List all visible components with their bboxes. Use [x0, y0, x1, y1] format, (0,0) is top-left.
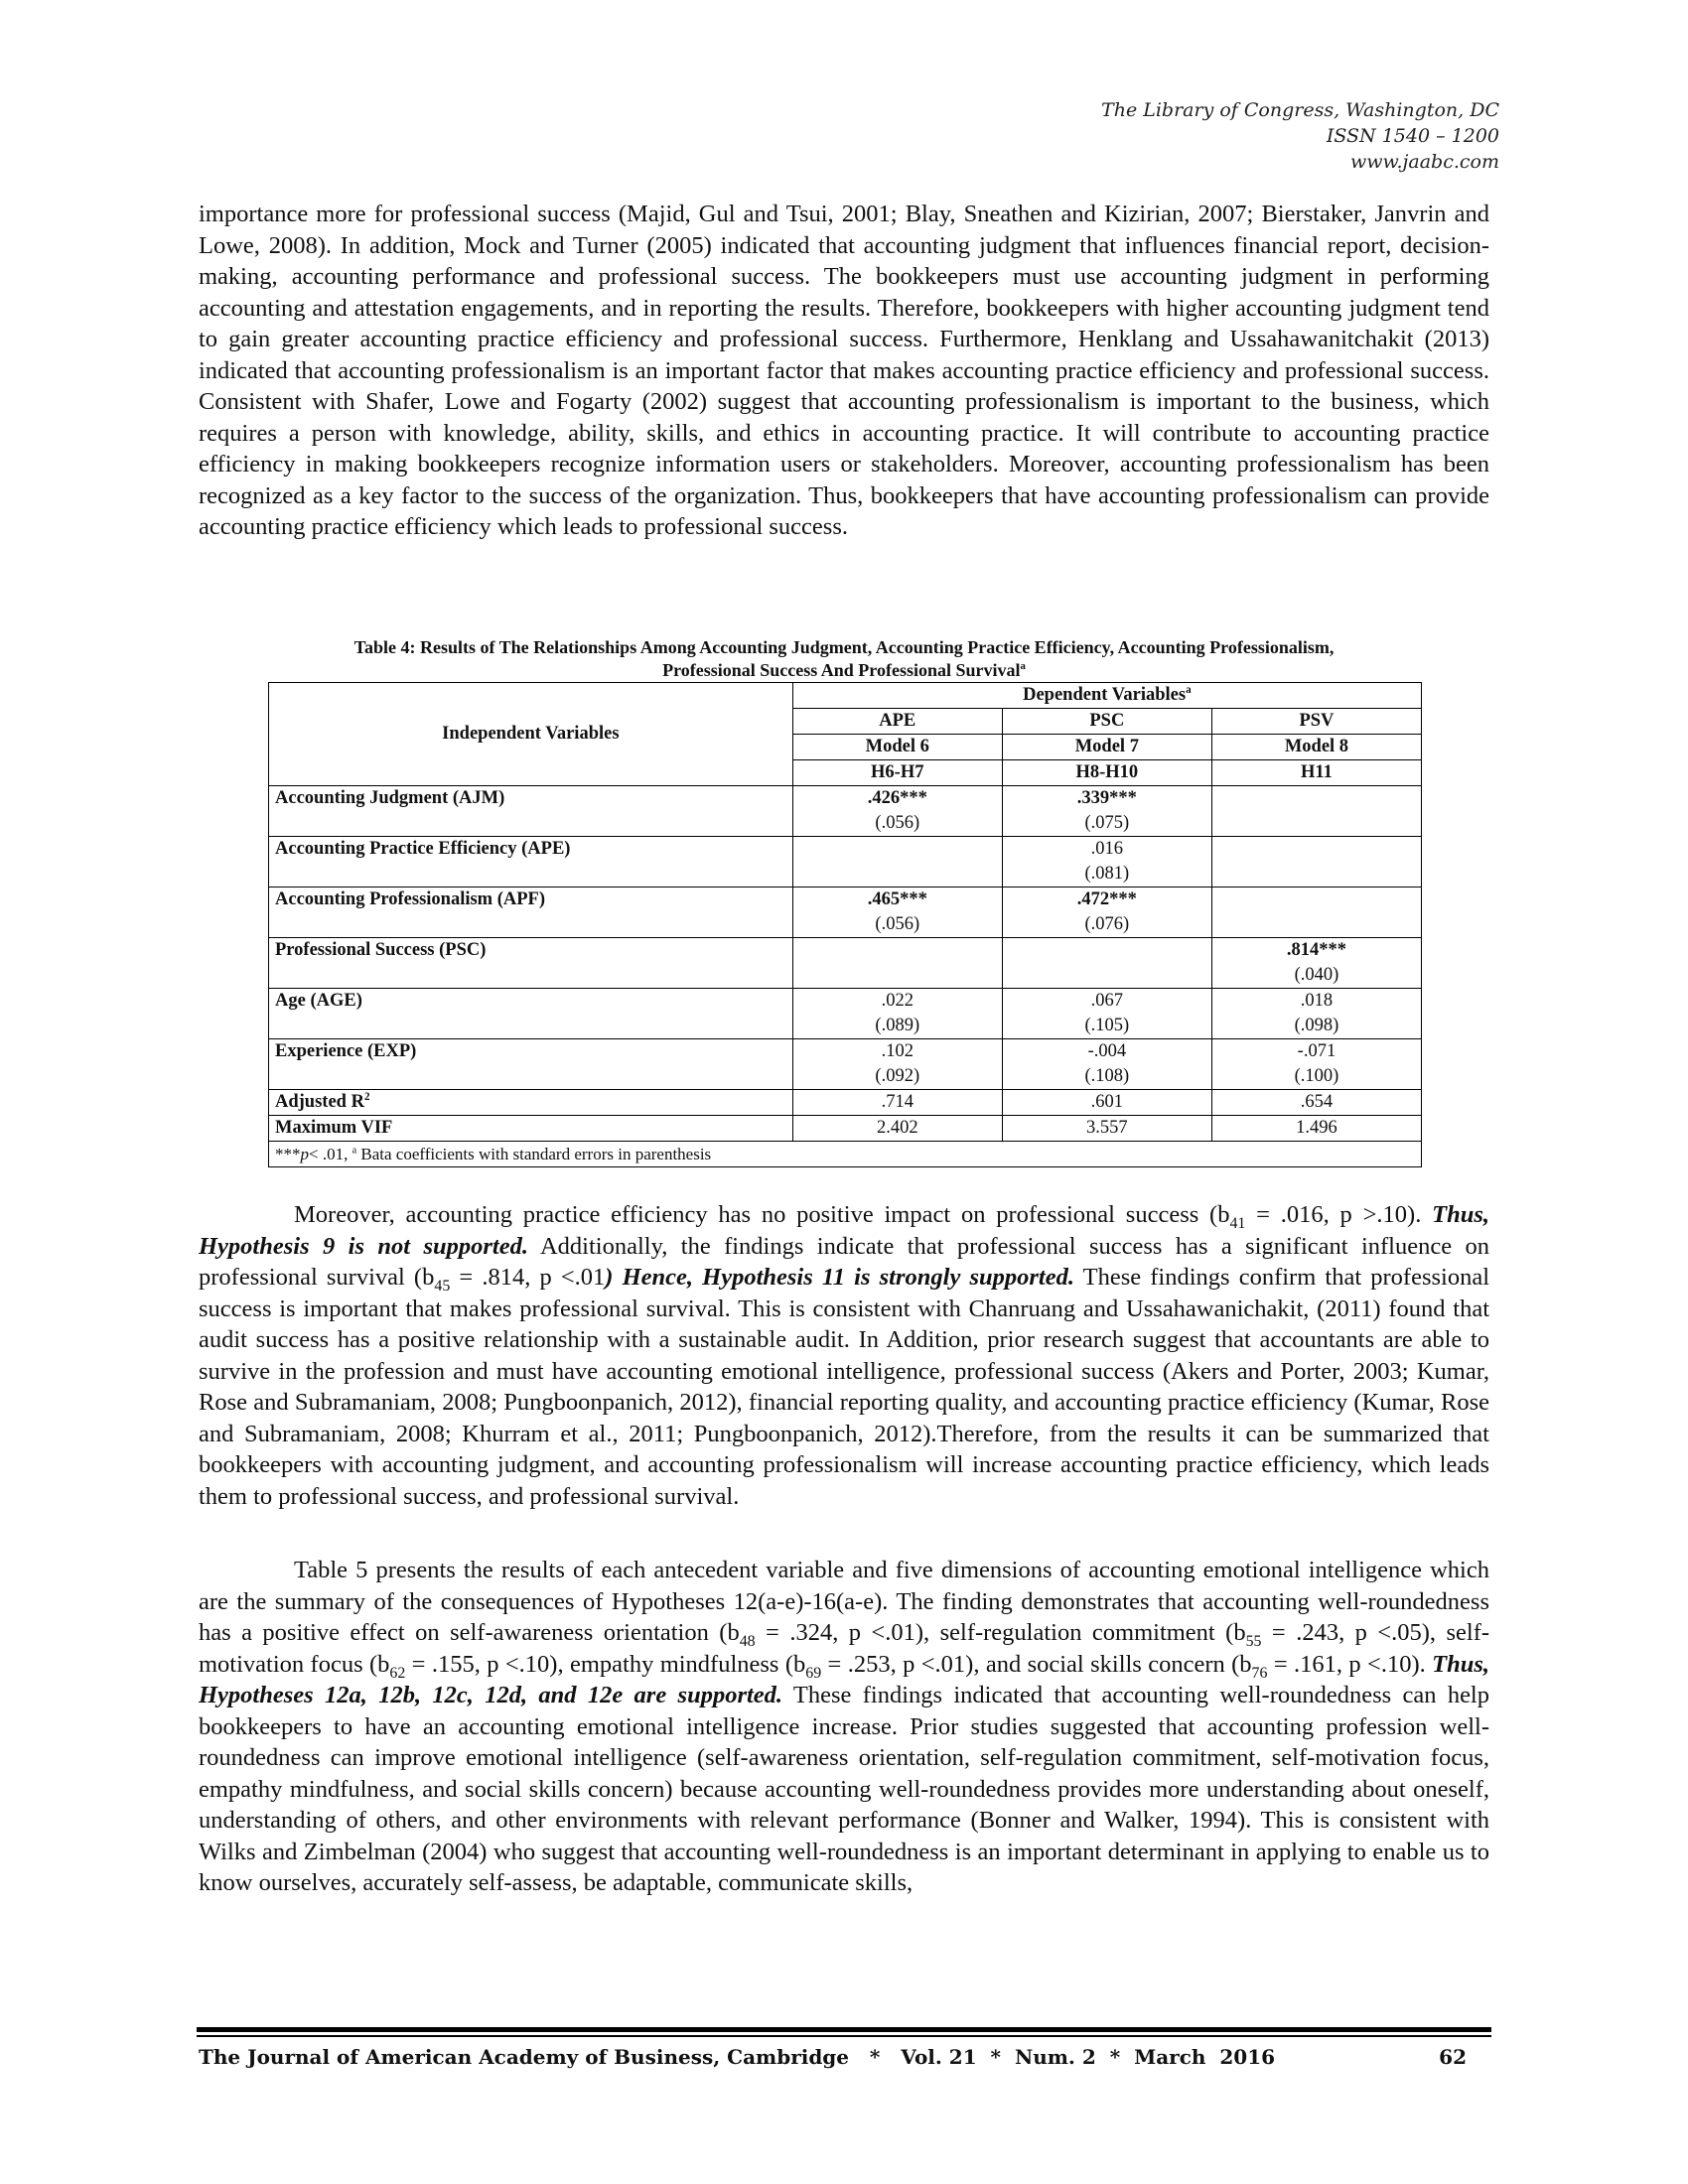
- se: (.100): [1294, 1066, 1339, 1086]
- se: (.089): [875, 1016, 920, 1035]
- coef: .018: [1300, 991, 1334, 1011]
- dv-psv: PSV: [1211, 709, 1421, 735]
- max-vif-value: 3.557: [1002, 1116, 1211, 1142]
- paragraph-text: importance more for professional success (Majid, Gul and Tsui, 2001; Blay, Sneathen and Kizirian, 2007; Bierstaker, Janvrin and Lowe, 2008). In addition, Mock and Turner (2005) indicated that accounting judgment that influences financial report, decision-making, accounting performance and professional success. The bookkeepers must use accounting judgment in performing accounting and attestation engagements, and in reporting the results. Therefore, bookkeepers with higher accounting judgment tend to gain greater accounting practice efficiency and professional success. Furthermore, Henklang and Ussahawanitchakit (2013) indicated that accounting professionalism is an important factor that makes accounting practice efficiency and professional success. Consistent with Shafer, Lowe and Fogarty (2002) suggest that accounting professionalism is important to the business, which requires a person with knowledge, ability, skills, and ethics in accounting practice. It will contribute to accounting practice efficiency in making bookkeepers recognize information users or stakeholders. Moreover, accounting professionalism has been recognized as a key factor to the success of the organization. Thus, bookkeepers that have accounting professionalism can provide accounting practice efficiency which leads to professional success.: [199, 201, 1489, 540]
- se: (.075): [1084, 813, 1130, 833]
- header-library: The Library of Congress, Washington, DC: [1101, 99, 1499, 121]
- adjusted-r2-value: .654: [1211, 1090, 1421, 1116]
- table-caption: [199, 636, 1489, 682]
- table-row: [269, 938, 1422, 989]
- se: (.098): [1294, 1016, 1339, 1035]
- se: (.105): [1084, 1016, 1130, 1035]
- header-url: www.jaabc.com: [1349, 151, 1499, 173]
- hyp-h6-h7: H6-H7: [792, 760, 1002, 786]
- paragraph-top: [199, 199, 1489, 543]
- coef: .472***: [1076, 889, 1137, 909]
- coef: .426***: [867, 788, 927, 808]
- adjusted-r2-value: .601: [1002, 1090, 1211, 1116]
- row-label-apf: Accounting Professionalism (APF): [269, 887, 793, 938]
- se: (.081): [1084, 864, 1130, 884]
- paragraph-results-2: [199, 1555, 1489, 1899]
- dv-ape: APE: [792, 709, 1002, 735]
- adjusted-r2-value: .714: [792, 1090, 1002, 1116]
- se: (.056): [875, 914, 920, 934]
- independent-variables-header: Independent Variables: [269, 683, 793, 786]
- row-label-ajm: Accounting Judgment (AJM): [269, 786, 793, 837]
- header-issn: ISSN 1540 – 1200: [1326, 125, 1499, 147]
- coef: .814***: [1286, 940, 1346, 960]
- coef: .465***: [867, 889, 927, 909]
- coef: .016: [1090, 839, 1124, 859]
- page-number: 62: [1439, 2045, 1467, 2069]
- model-6: Model 6: [792, 735, 1002, 760]
- se: (.040): [1294, 965, 1339, 985]
- table-note: ***p< .01, $^a$ Bata coefficients with standard errors in parenthesis: [269, 1142, 1422, 1167]
- max-vif-value: 2.402: [792, 1116, 1002, 1142]
- coef: .022: [881, 991, 914, 1011]
- table-row: [269, 1039, 1422, 1090]
- coef: .067: [1090, 991, 1124, 1011]
- footer-journal: The Journal of American Academy of Business, Cambridge * Vol. 21 * Num. 2 * March 2016: [199, 2045, 1276, 2069]
- table-row: [269, 786, 1422, 837]
- row-label-age: Age (AGE): [269, 989, 793, 1039]
- table-caption-line2: Professional Success And Professional Survival$^a$: [662, 660, 1026, 680]
- row-label-ape: Accounting Practice Efficiency (APE): [269, 837, 793, 887]
- coef: .102: [881, 1041, 914, 1061]
- coef: -.004: [1087, 1041, 1127, 1061]
- table-row: [269, 837, 1422, 887]
- paragraph-text: Table 5 presents the results of each antecedent variable and five dimensions of accounting emotional intelligence which are the summary of the consequences of Hypotheses 12(a-e)-16(a-e). The finding demonstrates that accounting well-roundedness has a positive effect on self-awareness orientation ($b_{48} = .324$, p <.01), self-regulation commitment ($b_{55} = .243$, p <.05), self-motivation focus ($b_{62} = .155$, p <.10), empathy mindfulness ($b_{69} = .253$, p <.01), and social skills concern ($b_{76} = .161$, p <.10). Thus, Hypotheses 12a, 12b, 12c, 12d, and 12e are supported. These findings indicated that accounting well-roundedness can help bookkeepers to have an accounting emotional intelligence increase. Prior studies suggested that accounting profession well-roundedness can improve emotional intelligence (self-awareness orientation, self-regulation commitment, self-motivation focus, empathy mindfulness, and social skills concern) because accounting well-roundedness provides more understanding about oneself, understanding of others, and other environments with relevant performance (Bonner and Walker, 1994). This is consistent with Wilks and Zimbelman (2004) who suggest that accounting well-roundedness is an important determinant in applying to enable us to know ourselves, accurately self-assess, be adaptable, communicate skills,: [199, 1557, 1490, 1896]
- running-footer: [199, 2045, 1491, 2075]
- dv-psc: PSC: [1002, 709, 1211, 735]
- results-table: [268, 682, 1422, 1167]
- row-label-exp: Experience (EXP): [269, 1039, 793, 1090]
- table-caption-line1: Table 4: Results of The Relationships Among Accounting Judgment, Accounting Practice Efficiency, Accounting Professionalism,: [353, 637, 1335, 657]
- coef: -.071: [1297, 1041, 1336, 1061]
- row-label-max-vif: Maximum VIF: [269, 1116, 793, 1142]
- paragraph-text: Moreover, accounting practice efficiency has no positive impact on professional success ($b_{41} = .016$, p >.10). Thus, Hypothesis 9 is not supported. Additionally, the findings indicate that professional success has a significant influence on professional survival ($b_{45} = .814$, p <.01) Hence, Hypothesis 11 is strongly supported. These findings confirm that professional success is important that makes professional survival. This is consistent with Chanruang and Ussahawanichakit, (2011) found that audit success has a positive relationship with a sustainable audit. In Addition, prior research suggest that accountants are able to survive in the profession and must have accounting emotional intelligence, professional success (Akers and Porter, 2003; Kumar, Rose and Subramaniam, 2008; Pungboonpanich, 2012), financial reporting quality, and accounting practice efficiency (Kumar, Rose and Subramaniam, 2008; Khurram et al., 2011; Pungboonpanich, 2012).Therefore, from the results it can be summarized that bookkeepers with accounting judgment, and accounting professionalism will increase accounting practice efficiency, which leads them to professional success, and professional survival.: [199, 1201, 1490, 1510]
- model-7: Model 7: [1002, 735, 1211, 760]
- table-row: [269, 1090, 1422, 1116]
- hyp-h8-h10: H8-H10: [1002, 760, 1211, 786]
- running-header: [1101, 97, 1499, 175]
- se: (.092): [875, 1066, 920, 1086]
- model-8: Model 8: [1211, 735, 1421, 760]
- table-row: [269, 989, 1422, 1039]
- se: (.108): [1084, 1066, 1130, 1086]
- footer-rule-thick: [197, 2027, 1491, 2032]
- se: (.076): [1084, 914, 1130, 934]
- row-label-adjusted-r2: Adjusted $R^2$: [269, 1090, 793, 1116]
- max-vif-value: 1.496: [1211, 1116, 1421, 1142]
- row-label-psc: Professional Success (PSC): [269, 938, 793, 989]
- dependent-variables-header: Dependent Variables$^a$: [792, 683, 1421, 709]
- paragraph-results-1: [199, 1199, 1489, 1512]
- table-row: [269, 1116, 1422, 1142]
- footer-rule-thin: [197, 2035, 1491, 2037]
- coef: .339***: [1076, 788, 1137, 808]
- se: (.056): [875, 813, 920, 833]
- hyp-h11: H11: [1211, 760, 1421, 786]
- table-row: [269, 887, 1422, 938]
